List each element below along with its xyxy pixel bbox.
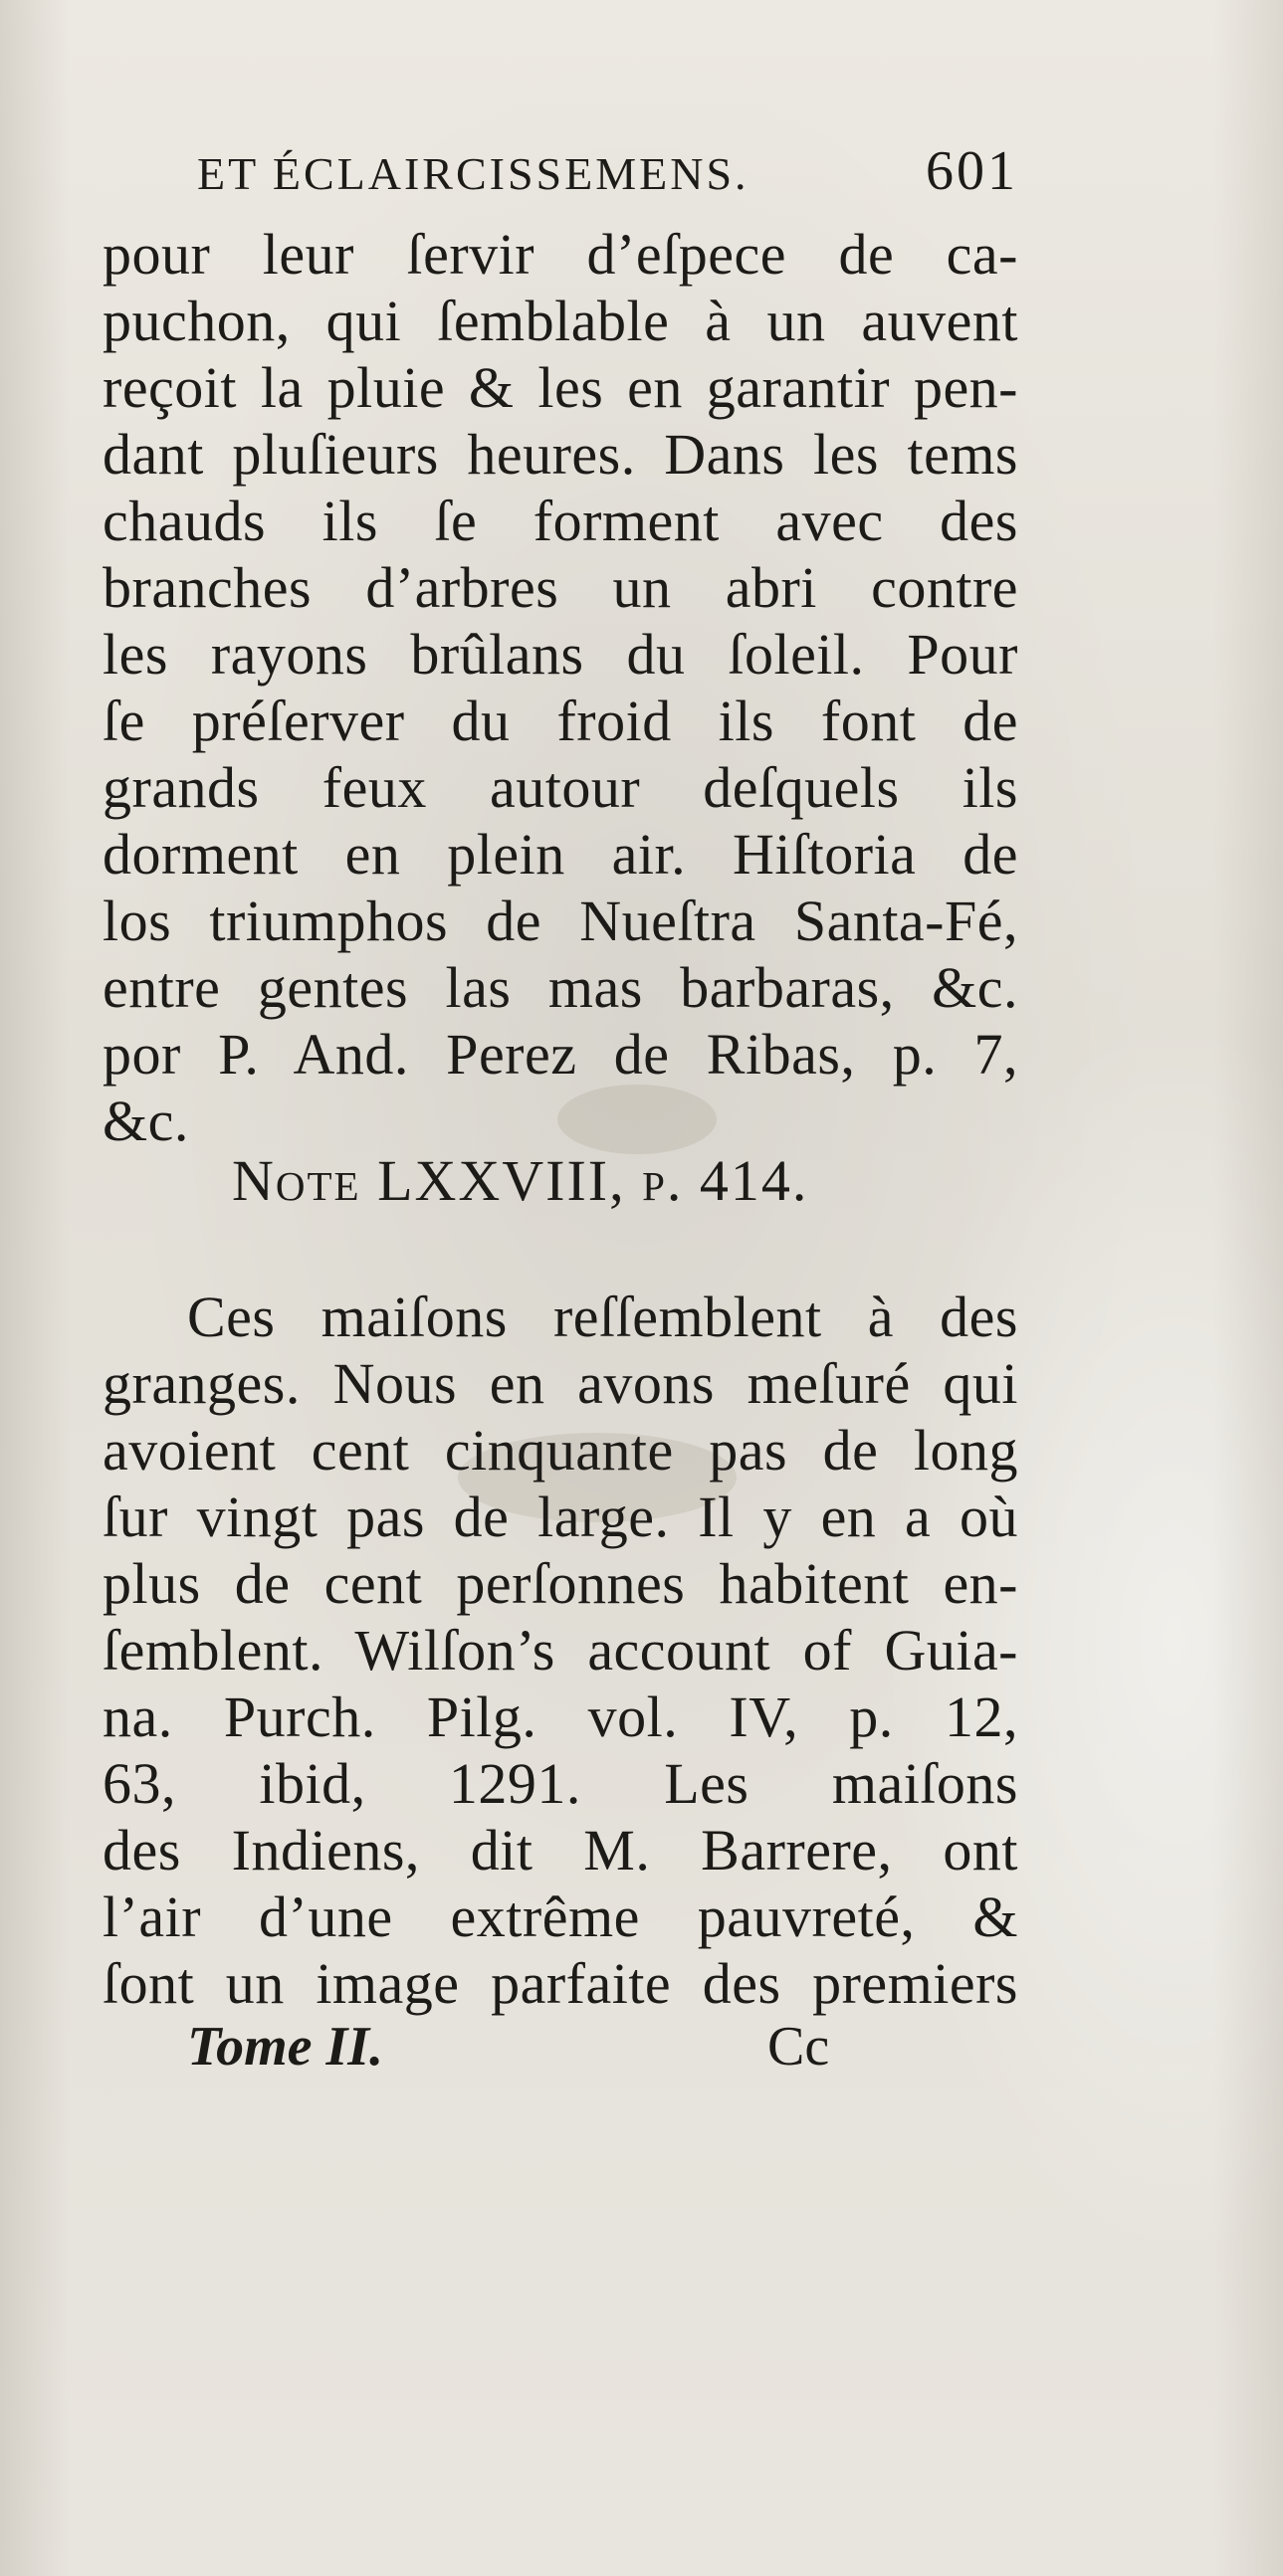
text-line: na. Purch. Pilg. vol. IV, p. 12, (103, 1684, 1018, 1749)
text-line: ſemblent. Wilſon’s account of Guia- (103, 1618, 1018, 1683)
text-line: plus de cent perſonnes habitent en- (103, 1551, 1018, 1616)
page-footer (103, 2015, 1018, 2094)
note-paragraph (103, 1284, 1018, 2017)
text-line: ſur vingt pas de large. Il y en a où (103, 1485, 1018, 1549)
text-line: puchon, qui ſemblable à un auvent (103, 289, 1018, 353)
page-number: 601 (926, 140, 1018, 202)
text-line: branches d’arbres un abri contre (103, 555, 1018, 620)
text-line: 63, ibid, 1291. Les maiſons (103, 1751, 1018, 1816)
running-head: ET ÉCLAIRCISSEMENS. (197, 148, 749, 199)
text-line: por P. And. Perez de Ribas, p. 7, (103, 1022, 1018, 1087)
text-line: pour leur ſervir d’eſpece de ca- (103, 222, 1018, 287)
text-line: des Indiens, dit M. Barrere, ont (103, 1818, 1018, 1882)
text-line: los triumphos de Nueſtra Santa-Fé, (103, 889, 1018, 953)
text-line: entre gentes las mas barbaras, &c. (103, 955, 1018, 1020)
page-header (103, 139, 1018, 219)
text-line: l’air d’une extrême pauvreté, & (103, 1884, 1018, 1949)
text-line: grands feux autour deſquels ils (103, 755, 1018, 820)
text-line: dorment en plein air. Hiſtoria de (103, 822, 1018, 887)
catchword: Cc (767, 2016, 830, 2078)
signature-mark: Tome II. (187, 2016, 384, 2078)
left-edge-shadow (0, 0, 70, 2576)
text-line: ſe préſerver du froid ils font de (103, 689, 1018, 753)
note-heading: Note LXXVIII, p. 414. (232, 1148, 809, 1213)
text-line: granges. Nous en avons meſuré qui (103, 1351, 1018, 1416)
text-line: avoient cent cinquante pas de long (103, 1418, 1018, 1483)
text-line: reçoit la pluie & les en garantir pen- (103, 355, 1018, 420)
text-line: chauds ils ſe forment avec des (103, 489, 1018, 553)
text-line: dant pluſieurs heures. Dans les tems (103, 422, 1018, 487)
right-edge-shadow (1213, 0, 1283, 2576)
text-line: &c. (103, 1089, 189, 1153)
text-line: Ces maiſons reſſemblent à des (187, 1285, 1018, 1349)
text-line: ſont un image parfaite des premiers (103, 1951, 1018, 2016)
paragraph-continued (103, 221, 1018, 1154)
text-line: les rayons brûlans du ſoleil. Pour (103, 622, 1018, 687)
